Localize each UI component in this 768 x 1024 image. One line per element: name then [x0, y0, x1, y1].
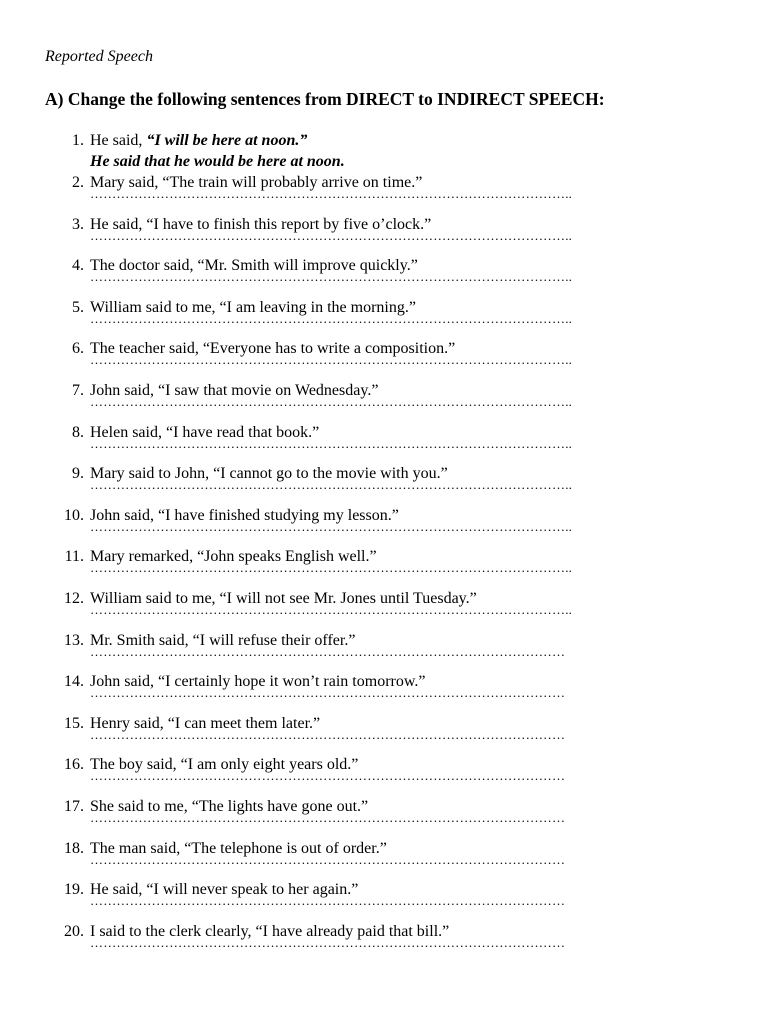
list-item: [0, 713, 768, 755]
item-number: 3.: [72, 215, 84, 233]
item-number: 15.: [64, 714, 84, 732]
item-number: 16.: [64, 756, 84, 774]
item-sentence: She said to me, “The lights have gone out.”: [90, 797, 369, 815]
list-item: [0, 796, 768, 838]
answer-line[interactable]: ………………………………………………………………………………………………..: [90, 603, 573, 616]
answer-line[interactable]: ………………………………………………………………………………………………..: [90, 520, 573, 533]
item-sentence: Mary said, “The train will probably arrive on time.”: [90, 174, 423, 191]
answer-line[interactable]: ………………………………………………………………………………………………: [90, 645, 566, 658]
list-item: [0, 754, 768, 796]
item-sentence: The boy said, “I am only eight years old.”: [90, 756, 359, 774]
item-sentence: Mary remarked, “John speaks English well.”: [90, 548, 377, 566]
item-number: 11.: [64, 548, 84, 566]
answer-line[interactable]: ………………………………………………………………………………………………: [90, 811, 566, 824]
item-number: 8.: [72, 423, 84, 441]
answer-line[interactable]: ………………………………………………………………………………………………: [90, 895, 566, 908]
list-item: [0, 463, 768, 505]
list-item: [0, 172, 768, 214]
item-sentence: Mr. Smith said, “I will refuse their offer.”: [90, 631, 356, 649]
answer-line[interactable]: ………………………………………………………………………………………………..: [90, 312, 573, 325]
item-sentence: Helen said, “I have read that book.”: [90, 423, 320, 441]
list-item: [0, 380, 768, 422]
example-answer: He said that he would be here at noon.: [90, 153, 345, 170]
example-prompt-quote: “I will be here at noon.”: [146, 132, 308, 149]
item-number: 2.: [72, 174, 84, 191]
list-item: [0, 338, 768, 380]
item-number: 4.: [72, 257, 84, 275]
answer-line[interactable]: ………………………………………………………………………………………………..: [90, 437, 573, 450]
example-prompt-prefix: He said,: [90, 132, 147, 149]
item-number: 9.: [72, 465, 84, 483]
item-sentence: The teacher said, “Everyone has to write a composition.”: [90, 340, 456, 358]
example-prompt: [90, 130, 307, 151]
answer-line[interactable]: ………………………………………………………………………………………………..: [90, 395, 573, 408]
item-sentence: He said, “I will never speak to her again.”: [90, 881, 359, 899]
answer-line[interactable]: ………………………………………………………………………………………………..: [90, 271, 573, 284]
list-item: [0, 671, 768, 713]
example-item: [0, 130, 768, 172]
item-number: 10.: [64, 506, 84, 524]
item-number: 20.: [64, 922, 84, 940]
item-number: 12.: [64, 589, 84, 607]
list-item: [0, 422, 768, 464]
list-item: [0, 255, 768, 297]
answer-line[interactable]: ………………………………………………………………………………………………: [90, 728, 566, 741]
item-sentence: John said, “I certainly hope it won’t rain tomorrow.”: [90, 673, 426, 691]
item-sentence: The doctor said, “Mr. Smith will improve quickly.”: [90, 257, 418, 275]
answer-line[interactable]: ………………………………………………………………………………………………..: [90, 354, 573, 367]
item-sentence: He said, “I have to finish this report by five o’clock.”: [90, 215, 432, 233]
answer-line[interactable]: ………………………………………………………………………………………………..: [90, 562, 573, 575]
answer-line[interactable]: ………………………………………………………………………………………………: [90, 936, 566, 949]
exercise-list: [0, 130, 768, 962]
list-item: [0, 879, 768, 921]
item-number: 18.: [64, 839, 84, 857]
item-number: 14.: [64, 673, 84, 691]
item-number: 6.: [72, 340, 84, 358]
list-item: [0, 588, 768, 630]
item-number: 1.: [72, 132, 84, 149]
document-title: Reported Speech: [45, 48, 153, 65]
item-sentence: Henry said, “I can meet them later.”: [90, 714, 321, 732]
item-sentence: I said to the clerk clearly, “I have already paid that bill.”: [90, 922, 450, 940]
answer-line[interactable]: ………………………………………………………………………………………………: [90, 770, 566, 783]
list-item: [0, 214, 768, 256]
item-number: 13.: [64, 631, 84, 649]
item-sentence: William said to me, “I will not see Mr. Jones until Tuesday.”: [90, 589, 477, 607]
item-sentence: The man said, “The telephone is out of order.”: [90, 839, 387, 857]
list-item: [0, 921, 768, 963]
list-item: [0, 505, 768, 547]
list-item: [0, 838, 768, 880]
item-number: 7.: [72, 381, 84, 399]
section-heading: A) Change the following sentences from DIRECT to INDIRECT SPEECH:: [45, 89, 605, 109]
item-number: 5.: [72, 298, 84, 316]
item-sentence: John said, “I have finished studying my lesson.”: [90, 506, 399, 524]
item-sentence: John said, “I saw that movie on Wednesday.”: [90, 381, 379, 399]
list-item: [0, 546, 768, 588]
item-number: 17.: [64, 797, 84, 815]
answer-line[interactable]: ………………………………………………………………………………………………: [90, 687, 566, 700]
answer-line[interactable]: ………………………………………………………………………………………………..: [90, 188, 573, 200]
item-number: 19.: [64, 881, 84, 899]
answer-line[interactable]: ………………………………………………………………………………………………: [90, 853, 566, 866]
answer-line[interactable]: ………………………………………………………………………………………………..: [90, 479, 573, 492]
answer-line[interactable]: ………………………………………………………………………………………………..: [90, 229, 573, 242]
item-sentence: William said to me, “I am leaving in the morning.”: [90, 298, 416, 316]
item-sentence: Mary said to John, “I cannot go to the movie with you.”: [90, 465, 448, 483]
list-item: [0, 630, 768, 672]
list-item: [0, 297, 768, 339]
